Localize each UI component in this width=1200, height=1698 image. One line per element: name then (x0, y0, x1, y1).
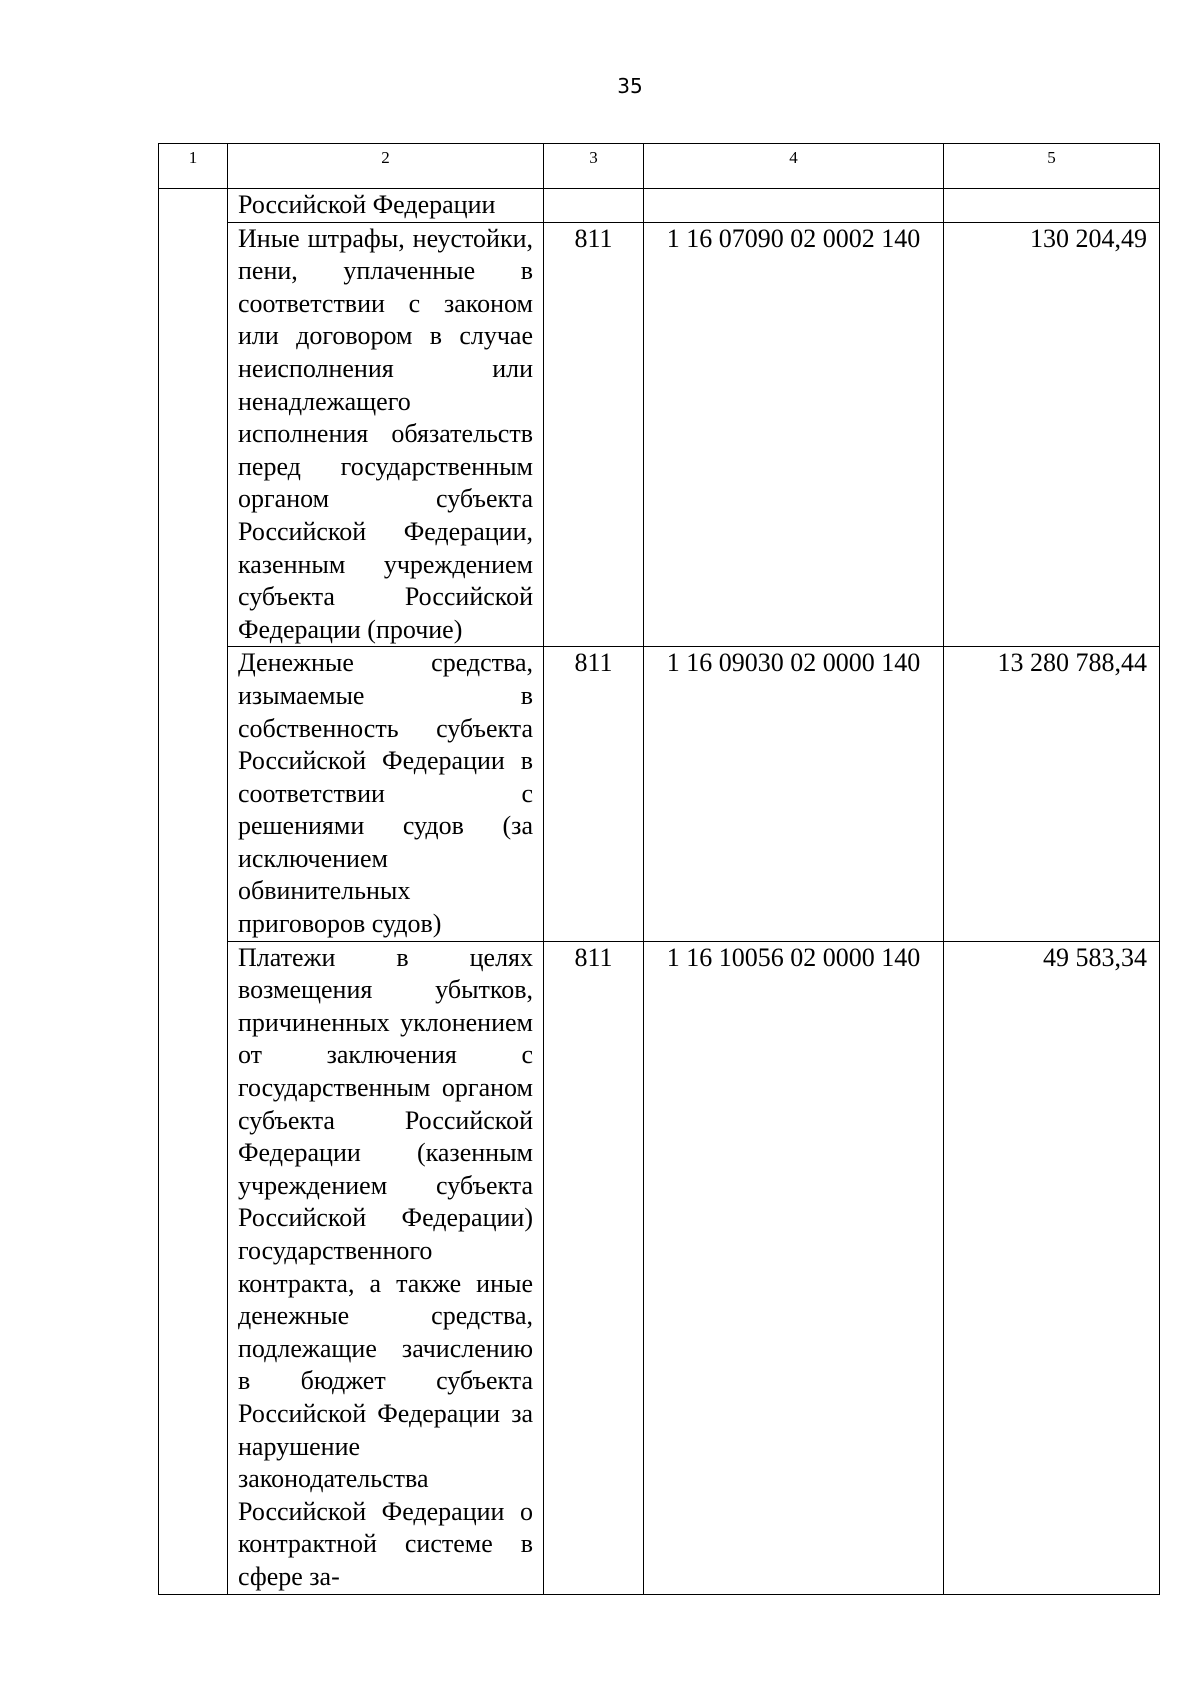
header-col-4: 4 (644, 144, 944, 189)
revenue-name-cell: Российской Федерации (228, 189, 544, 223)
header-col-5: 5 (944, 144, 1160, 189)
admin-code-cell: 811 (544, 941, 644, 1594)
kbk-code-cell: 1 16 10056 02 0000 140 (644, 941, 944, 1594)
column-1-cell (159, 189, 228, 1595)
page-number: 35 (617, 74, 643, 98)
amount-cell: 130 204,49 (944, 222, 1160, 647)
table-row (159, 941, 1160, 1594)
revenue-name-cell: Денежные средства, изымаемые в собственность субъекта Российской Федерации в соответствии с решениями судов (за исключением обвинительных приговоров судов) (228, 647, 544, 941)
admin-code-cell: 811 (544, 647, 644, 941)
kbk-code-cell: 1 16 07090 02 0002 140 (644, 222, 944, 647)
table-row (159, 222, 1160, 647)
header-col-3: 3 (544, 144, 644, 189)
table-header-row (159, 144, 1160, 189)
admin-code-cell: 811 (544, 222, 644, 647)
table-row (159, 189, 1160, 223)
table-row (159, 647, 1160, 941)
kbk-code-cell (644, 189, 944, 223)
budget-revenue-table (158, 143, 1160, 1595)
header-col-1: 1 (159, 144, 228, 189)
amount-cell: 49 583,34 (944, 941, 1160, 1594)
admin-code-cell (544, 189, 644, 223)
header-col-2: 2 (228, 144, 544, 189)
amount-cell (944, 189, 1160, 223)
kbk-code-cell: 1 16 09030 02 0000 140 (644, 647, 944, 941)
revenue-name-cell: Иные штрафы, неустойки, пени, уплаченные в соответствии с законом или договором в случае неисполнения или ненадлежащего исполнения обязательств перед государственным органом субъекта Российской Федерации, казенным учреждением субъекта Российской Федерации (прочие) (228, 222, 544, 647)
amount-cell: 13 280 788,44 (944, 647, 1160, 941)
revenue-name-cell: Платежи в целях возмещения убытков, причиненных уклонением от заключения с государственным органом субъекта Российской Федерации (казенным учреждением субъекта Российской Федерации) государственного контракта, а также иные денежные средства, подлежащие зачислению в бюджет субъекта Российской Федерации за нарушение законодательства Российской Федерации о контрактной системе в сфере за- (228, 941, 544, 1594)
